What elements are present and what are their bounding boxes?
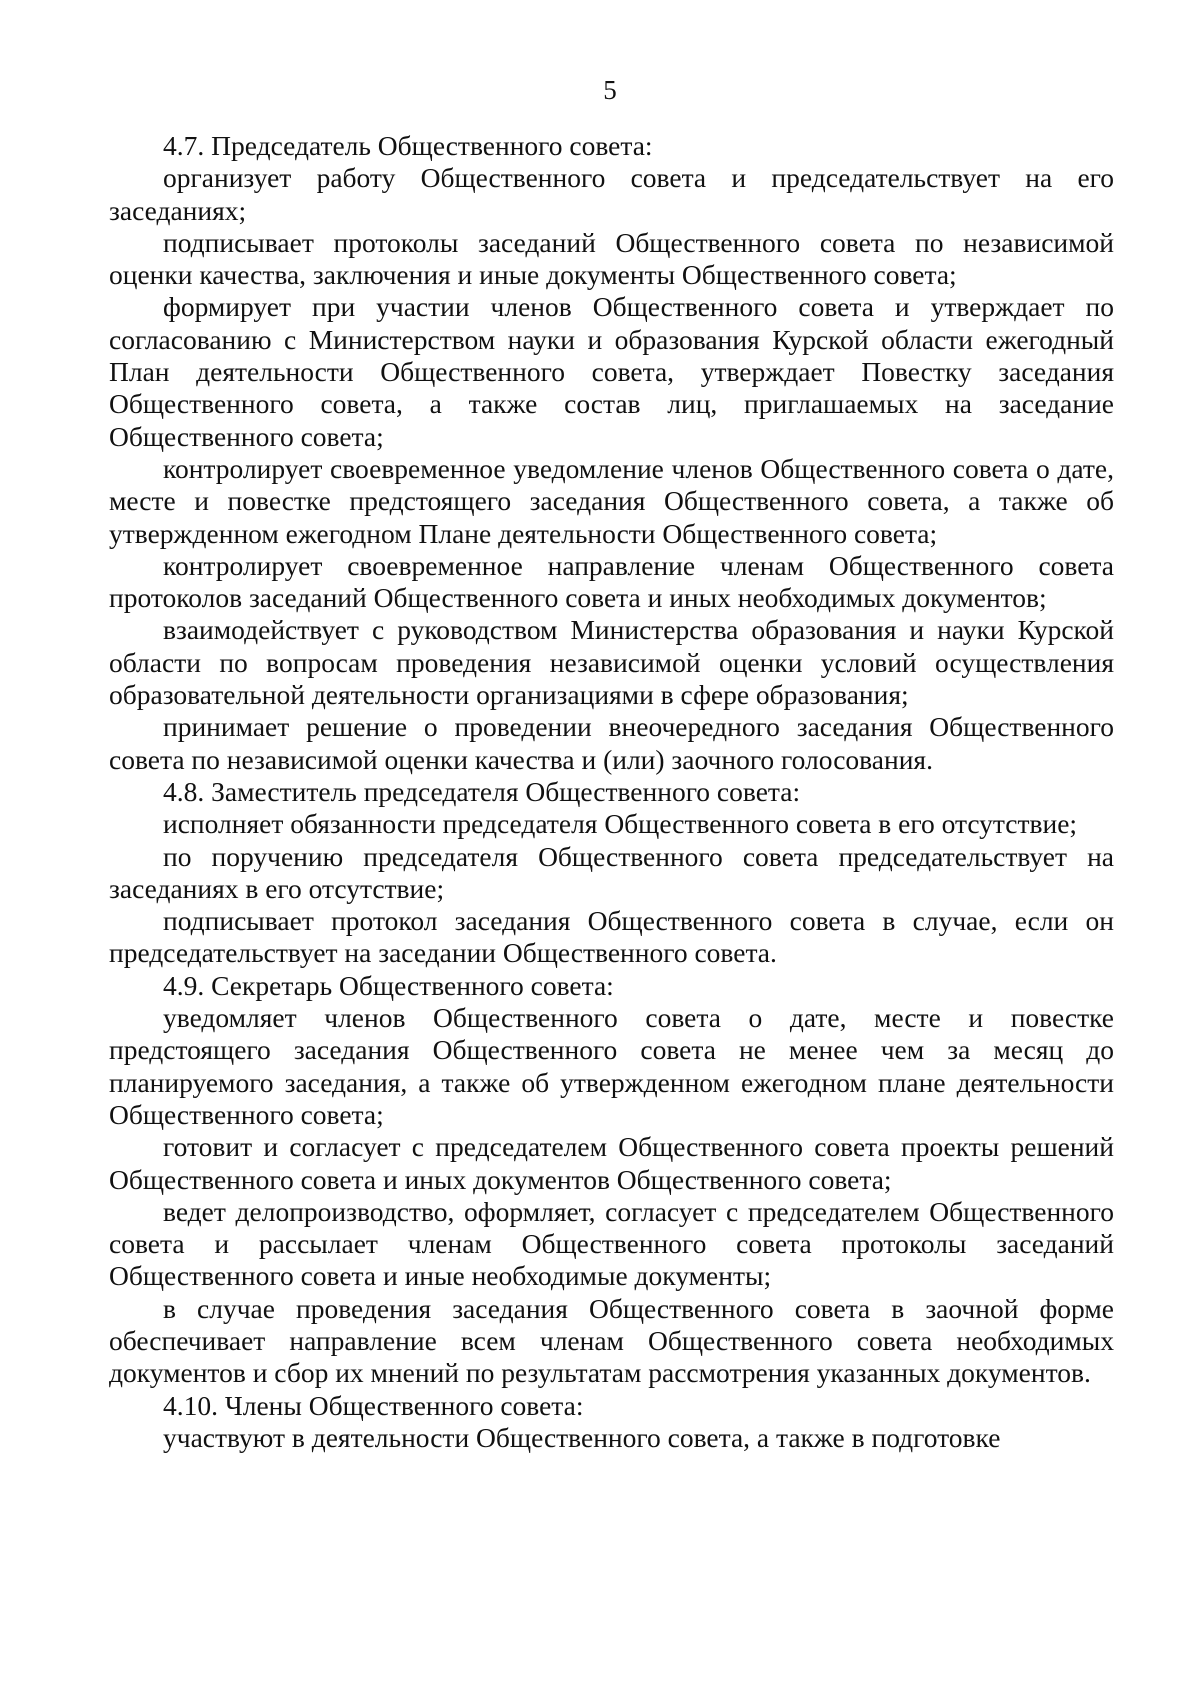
section-heading-4-8: 4.8. Заместитель председателя Общественного совета: (163, 775, 801, 807)
paragraph: подписывает протоколы заседаний Общественного совета по независимой оценки качества, заключения и иные документы Общественного совета; (109, 226, 1114, 291)
paragraph: уведомляет членов Общественного совета о дате, месте и повестке предстоящего заседания Общественного совета не менее чем за месяц до планируемого заседания, а также об утвержденном ежегодном плане деятельности Общественного совета; (109, 1002, 1114, 1130)
paragraph: подписывает протокол заседания Общественного совета в случае, если он председательствует на заседании Общественного совета. (109, 905, 1114, 969)
paragraph: ведет делопроизводство, оформляет, согласует с председателем Общественного совета и рассылает членам Общественного совета протоколы заседаний Общественного совета и иные необходимые документы; (109, 1195, 1114, 1292)
paragraph: готовит и согласует с председателем Общественного совета проекты решений Общественного совета и иных документов Общественного совета; (109, 1131, 1114, 1195)
paragraph: в случае проведения заседания Общественного совета в заочной форме обеспечивает направление всем членам Общественного совета необходимых документов и сбор их мнений по результатам рассмотрения указанных документов. (109, 1292, 1114, 1389)
paragraph: по поручению председателя Общественного совета председательствует на заседаниях в его отсутствие; (109, 840, 1114, 904)
page-number: 5 (603, 75, 617, 105)
paragraph: контролирует своевременное уведомление членов Общественного совета о дате, месте и повестке предстоящего заседания Общественного совета, а также об утвержденном ежегодном Плане деятельности Общественного совета; (109, 452, 1114, 549)
paragraph: принимает решение о проведении внеочередного заседания Общественного совета по независимой оценки качества и (или) заочного голосования. (109, 711, 1114, 775)
paragraph: исполняет обязанности председателя Общественного совета в его отсутствие; (163, 808, 1078, 840)
paragraph: контролирует своевременное направление членам Общественного совета протоколов заседаний Общественного совета и иных необходимых документов; (109, 549, 1114, 614)
section-heading-4-10: 4.10. Члены Общественного совета: (163, 1389, 584, 1421)
section-heading-4-7: 4.7. Председатель Общественного совета: (163, 130, 653, 161)
section-heading-4-9: 4.9. Секретарь Общественного совета: (163, 969, 614, 1001)
document-body (109, 130, 1114, 1454)
paragraph: взаимодействует с руководством Министерства образования и науки Курской области по вопросам проведения независимой оценки условий осуществления образовательной деятельности организациями в сфере образования; (109, 614, 1114, 711)
paragraph: участвуют в деятельности Общественного совета, а также в подготовке (163, 1421, 1001, 1453)
paragraph: организует работу Общественного совета и председательствует на его заседаниях; (109, 162, 1114, 226)
paragraph: формирует при участии членов Общественного совета и утверждает по согласованию с Министерством науки и образования Курской области ежегодный План деятельности Общественного совета, утверждает Повестку заседания Общественного совета, а также состав лиц, приглашаемых на заседание Общественного совета; (109, 291, 1114, 452)
